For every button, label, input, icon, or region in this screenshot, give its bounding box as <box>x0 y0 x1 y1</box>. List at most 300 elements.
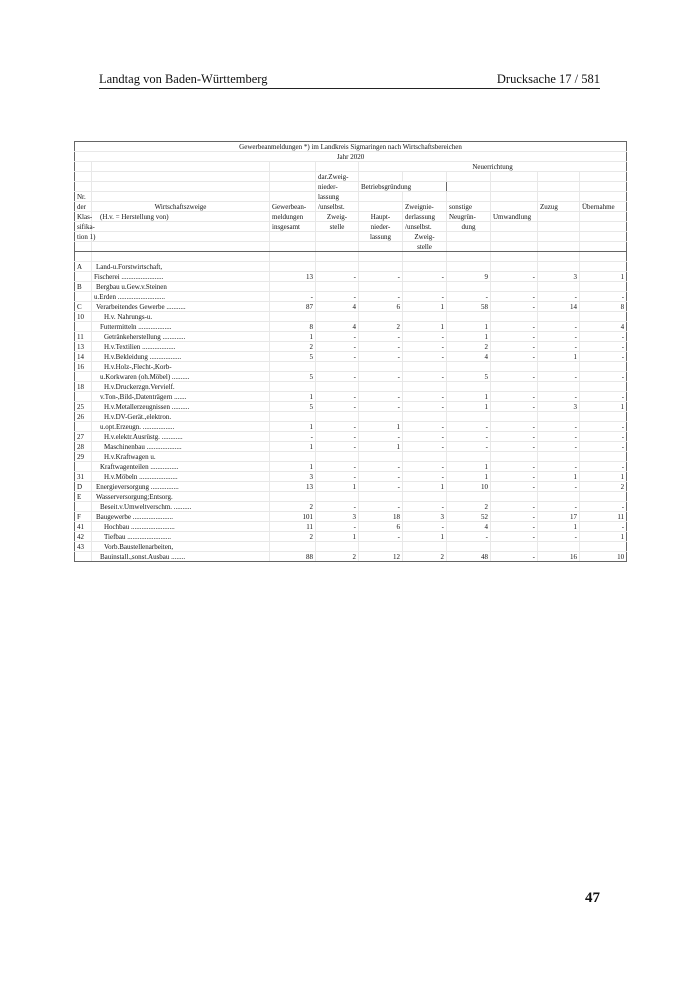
row-value: - <box>316 272 359 282</box>
row-value <box>359 412 403 422</box>
row-value <box>359 262 403 272</box>
row-class-nr <box>75 422 92 432</box>
row-class-nr: E <box>75 492 92 502</box>
row-value: - <box>538 392 580 402</box>
row-class-nr: 28 <box>75 442 92 452</box>
row-value: - <box>538 432 580 442</box>
row-value: - <box>491 512 538 522</box>
row-value <box>316 312 359 322</box>
row-value: 8 <box>580 302 627 312</box>
row-value: - <box>359 392 403 402</box>
row-value: 5 <box>270 372 316 382</box>
header-left: Landtag von Baden-Württemberg <box>99 72 268 86</box>
row-label: u.Erden ........................... <box>92 292 270 302</box>
row-label: Tiefbau ......................... <box>92 532 270 542</box>
row-value: 2 <box>270 342 316 352</box>
row-class-nr <box>75 502 92 512</box>
row-value: - <box>580 462 627 472</box>
row-value <box>270 282 316 292</box>
row-value: - <box>538 462 580 472</box>
row-value: 11 <box>270 522 316 532</box>
row-class-nr: 26 <box>75 412 92 422</box>
table-row <box>75 542 627 552</box>
row-value <box>491 382 538 392</box>
row-label: H.v.Möbeln ...................... <box>92 472 270 482</box>
row-value: - <box>491 352 538 362</box>
row-value: - <box>491 272 538 282</box>
row-value: 13 <box>270 482 316 492</box>
row-value: 9 <box>447 272 491 282</box>
row-class-nr: 42 <box>75 532 92 542</box>
row-value <box>538 542 580 552</box>
row-value: - <box>491 522 538 532</box>
row-value: - <box>403 522 447 532</box>
row-value: 3 <box>270 472 316 482</box>
table-row <box>75 552 627 562</box>
row-value <box>538 452 580 462</box>
table-row <box>75 382 627 392</box>
table-row <box>75 422 627 432</box>
row-value: 1 <box>270 422 316 432</box>
row-value: - <box>580 372 627 382</box>
table-row <box>75 342 627 352</box>
row-value <box>538 262 580 272</box>
header-neuerrichtung: Neuerrichtung <box>359 162 627 172</box>
row-label: H.v.DV-Gerät.,elektron. <box>92 412 270 422</box>
row-value: - <box>580 432 627 442</box>
row-value: 1 <box>270 462 316 472</box>
row-value: 2 <box>580 482 627 492</box>
row-value <box>447 312 491 322</box>
row-value: - <box>580 292 627 302</box>
row-value <box>538 412 580 422</box>
row-class-nr <box>75 322 92 332</box>
row-value: - <box>447 292 491 302</box>
row-value <box>359 542 403 552</box>
row-value: 1 <box>538 522 580 532</box>
row-class-nr: 18 <box>75 382 92 392</box>
row-value: - <box>316 422 359 432</box>
row-value: 1 <box>447 332 491 342</box>
table-row <box>75 362 627 372</box>
row-class-nr: D <box>75 482 92 492</box>
row-value: - <box>359 352 403 362</box>
row-value: - <box>491 332 538 342</box>
row-label: Vorb.Baustellenarbeiten, <box>92 542 270 552</box>
row-value: 1 <box>580 472 627 482</box>
table-row <box>75 392 627 402</box>
row-class-nr <box>75 462 92 472</box>
row-value <box>580 492 627 502</box>
row-value <box>316 282 359 292</box>
table-row <box>75 302 627 312</box>
row-value: 1 <box>580 272 627 282</box>
row-label: Hochbau ......................... <box>92 522 270 532</box>
table-row <box>75 502 627 512</box>
row-value: 1 <box>403 532 447 542</box>
row-value: 1 <box>538 352 580 362</box>
table-row <box>75 462 627 472</box>
row-class-nr: 41 <box>75 522 92 532</box>
row-label: H.v.Kraftwagen u. <box>92 452 270 462</box>
row-value <box>403 382 447 392</box>
row-label: H.v.Druckerzgn.Vervielf. <box>92 382 270 392</box>
row-value: - <box>580 522 627 532</box>
row-class-nr <box>75 392 92 402</box>
row-value <box>580 542 627 552</box>
row-label: Kraftwagenteilen ................ <box>92 462 270 472</box>
row-value: 1 <box>270 442 316 452</box>
row-value: 1 <box>316 482 359 492</box>
row-value: - <box>403 502 447 512</box>
row-value: 101 <box>270 512 316 522</box>
row-value: - <box>538 332 580 342</box>
row-value: - <box>491 482 538 492</box>
row-class-nr: 14 <box>75 352 92 362</box>
row-class-nr: A <box>75 262 92 272</box>
row-value: - <box>538 292 580 302</box>
row-value: - <box>491 472 538 482</box>
row-value: - <box>359 482 403 492</box>
header-betriebsgruendung: Betriebsgründung <box>359 182 447 192</box>
row-value: - <box>580 352 627 362</box>
row-value: 1 <box>359 442 403 452</box>
header-uebernahme: Übernahme <box>580 202 627 212</box>
row-value: - <box>316 442 359 452</box>
row-value: - <box>491 292 538 302</box>
row-value <box>491 312 538 322</box>
row-value <box>491 412 538 422</box>
row-value: - <box>316 332 359 342</box>
row-value <box>580 282 627 292</box>
table-row <box>75 482 627 492</box>
row-value <box>491 452 538 462</box>
row-value: - <box>316 472 359 482</box>
row-value <box>270 312 316 322</box>
row-value: 1 <box>580 532 627 542</box>
header-umwandlung: Umwandlung <box>491 212 538 222</box>
row-value: - <box>538 502 580 512</box>
row-value <box>359 282 403 292</box>
row-value <box>316 542 359 552</box>
row-value: - <box>538 482 580 492</box>
row-value <box>580 362 627 372</box>
row-value <box>270 492 316 502</box>
row-label: H.v.Bekleidung .................. <box>92 352 270 362</box>
row-value: 5 <box>447 372 491 382</box>
row-value <box>403 542 447 552</box>
row-label: Land-u.Forstwirtschaft, <box>92 262 270 272</box>
row-value: 1 <box>316 532 359 542</box>
row-value <box>359 452 403 462</box>
row-value: - <box>580 502 627 512</box>
row-value <box>403 492 447 502</box>
row-value: 4 <box>316 322 359 332</box>
row-value: - <box>316 522 359 532</box>
row-value: - <box>491 402 538 412</box>
row-value: 87 <box>270 302 316 312</box>
row-value: - <box>359 472 403 482</box>
row-value: 1 <box>447 462 491 472</box>
row-value: - <box>491 442 538 452</box>
row-value: - <box>491 502 538 512</box>
table-title: Gewerbeanmeldungen *) im Landkreis Sigmaringen nach Wirtschaftsbereichen <box>75 142 627 152</box>
row-value <box>538 282 580 292</box>
row-label: Energieversorgung ................ <box>92 482 270 492</box>
row-value: - <box>359 272 403 282</box>
row-value: - <box>491 322 538 332</box>
row-value <box>403 262 447 272</box>
header-wirtschaftszweige: Wirtschaftszweige <box>92 202 270 212</box>
row-value: - <box>316 462 359 472</box>
table-row <box>75 292 627 302</box>
row-value <box>270 542 316 552</box>
row-value: 52 <box>447 512 491 522</box>
row-value: 1 <box>403 302 447 312</box>
row-value: 1 <box>580 402 627 412</box>
row-value <box>447 412 491 422</box>
row-value: 2 <box>270 502 316 512</box>
row-value: 14 <box>538 302 580 312</box>
row-value <box>359 362 403 372</box>
row-value <box>403 362 447 372</box>
row-class-nr: F <box>75 512 92 522</box>
row-value: - <box>316 502 359 512</box>
row-value: 1 <box>270 332 316 342</box>
row-value: 88 <box>270 552 316 562</box>
row-label: H.v. Nahrungs-u. <box>92 312 270 322</box>
row-value <box>491 282 538 292</box>
row-value: - <box>316 392 359 402</box>
row-value: - <box>403 472 447 482</box>
table-row <box>75 262 627 272</box>
row-value: - <box>491 462 538 472</box>
row-value: - <box>403 352 447 362</box>
row-value: - <box>491 392 538 402</box>
row-value: 5 <box>270 402 316 412</box>
row-value: 6 <box>359 522 403 532</box>
row-label: Futtermitteln ................... <box>92 322 270 332</box>
row-class-nr <box>75 372 92 382</box>
row-value <box>491 362 538 372</box>
row-value: 2 <box>447 342 491 352</box>
table-row <box>75 272 627 282</box>
row-value: - <box>538 422 580 432</box>
row-value: - <box>403 342 447 352</box>
row-value: - <box>359 292 403 302</box>
row-label: Bergbau u.Gew.v.Steinen <box>92 282 270 292</box>
row-value: - <box>538 342 580 352</box>
row-value <box>580 382 627 392</box>
table-row <box>75 492 627 502</box>
row-class-nr: C <box>75 302 92 312</box>
row-class-nr: 27 <box>75 432 92 442</box>
row-value <box>580 412 627 422</box>
row-value <box>491 262 538 272</box>
row-value: - <box>491 532 538 542</box>
row-value: - <box>447 532 491 542</box>
table-row <box>75 432 627 442</box>
row-label: Verarbeitendes Gewerbe ........... <box>92 302 270 312</box>
row-value: 2 <box>447 502 491 512</box>
row-value: 18 <box>359 512 403 522</box>
row-value: - <box>491 422 538 432</box>
row-value: 58 <box>447 302 491 312</box>
row-value: - <box>491 372 538 382</box>
row-value: 16 <box>538 552 580 562</box>
page-number: 47 <box>585 890 600 906</box>
row-value: - <box>316 432 359 442</box>
row-class-nr <box>75 292 92 302</box>
table-row <box>75 532 627 542</box>
row-value: 1 <box>359 422 403 432</box>
table-row <box>75 282 627 292</box>
row-value: 48 <box>447 552 491 562</box>
row-value: 2 <box>316 552 359 562</box>
row-value <box>538 312 580 322</box>
row-value: - <box>491 302 538 312</box>
table-row <box>75 352 627 362</box>
row-value <box>538 382 580 392</box>
row-value: - <box>359 332 403 342</box>
row-value: 2 <box>270 532 316 542</box>
row-value: - <box>580 332 627 342</box>
row-value: 1 <box>447 322 491 332</box>
row-value: - <box>491 552 538 562</box>
row-class-nr: 16 <box>75 362 92 372</box>
row-label: H.v.Metallerzeugnissen .......... <box>92 402 270 412</box>
row-value: - <box>580 442 627 452</box>
row-value: 13 <box>270 272 316 282</box>
row-value: - <box>359 462 403 472</box>
row-value <box>491 542 538 552</box>
row-class-nr: 31 <box>75 472 92 482</box>
row-value: 1 <box>270 392 316 402</box>
row-value: - <box>403 272 447 282</box>
header-right: Drucksache 17 / 581 <box>496 72 600 86</box>
row-value <box>447 262 491 272</box>
row-value: 12 <box>359 552 403 562</box>
row-label: Fischerei ........................ <box>92 272 270 282</box>
row-value: 5 <box>270 352 316 362</box>
row-value: 4 <box>447 522 491 532</box>
row-label: u.opt.Erzeugn. .................. <box>92 422 270 432</box>
table-row <box>75 402 627 412</box>
row-label: H.v.Holz-,Flecht-,Korb- <box>92 362 270 372</box>
row-value <box>270 452 316 462</box>
row-label: H.v.Textilien ................... <box>92 342 270 352</box>
row-label: H.v.elektr.Ausrüstg. ............ <box>92 432 270 442</box>
row-value: 10 <box>447 482 491 492</box>
row-value: 3 <box>403 512 447 522</box>
row-label: Baugewerbe ....................... <box>92 512 270 522</box>
row-value <box>580 312 627 322</box>
header-zuzug: Zuzug <box>538 202 580 212</box>
row-value: 1 <box>538 472 580 482</box>
row-value: - <box>403 332 447 342</box>
table-row <box>75 372 627 382</box>
row-value: 11 <box>580 512 627 522</box>
row-value: - <box>359 502 403 512</box>
table-row <box>75 442 627 452</box>
statistics-table: Gewerbeanmeldungen *) im Landkreis Sigmaringen nach Wirtschaftsbereichen Jahr 2020 Neuerrichtung dar.Zweig- nieder- Betriebsgründung Nr. lassung der Wirtschaftszweige Gewerbean- /unselbst. Zweignie- sonstige Zuzug Übernahme Klas- (H.v. = Herstellung von) meldungen Zweig- Haupt- derlassung Neugrün- Umwandlung sifika- insgesamt stelle nieder- /unselbst. dung tion 1) lassung Zweig- stelle A Land-u.Forstwirtschaft, Fischerei ........................ 13 - - - 9 - 3 1 B Bergbau u.Gew.v.Steinen u.Erden ........................... - - - - - - - - C Verarbeitendes Gewerbe ........... 87 4 6 1 58 - 14 8 10 H.v. Nahrungs-u. Futtermitteln ................... 8 4 2 1 1 - - 4 11 Getränkeherstellung ............. 1 - - - 1 - - - 13 H.v.Textilien ................... 2 - - - 2 - - - 14 H.v.Bekleidung .................. 5 - - - 4 - 1 - 16 H.v.Holz-,Flecht-,Korb- u.Korkwaren (oh.Möbel) .......... 5 - - - 5 - - - 18 H.v.Druckerzgn.Vervielf. v.Ton-,Bild-,Datenträgern ....... 1 - - - 1 - - - 25 H.v.Metallerzeugnissen .......... 5 - - - 1 - 3 1 26 H.v.DV-Gerät.,elektron. u.opt.Erzeugn. .................. 1 - 1 - - - - - 27 H.v.elektr.Ausrüstg. ............ - - - - - - - - 28 Maschinenbau .................... 1 - 1 - - - - - 29 H.v.Kraftwagen u. Kraftwagenteilen ................ 1 - - - 1 - - - 31 H.v.Möbeln ...................... 3 - - - 1 - 1 1 D Energieversorgung ................ 13 1 - 1 10 - - 2 E Wasserversorgung;Entsorg. Beseit.v.Umweltverschm. .......... 2 - - - 2 - - - F Baugewerbe ....................... 101 3 18 3 52 - 17 11 41 Hochbau ......................... 11 - 6 - 4 - 1 - 42 Tiefbau ......................... 2 1 - 1 - - - 1 43 Vorb.Baustellenarbeiten, Bauinstall.,sonst.Ausbau ........ 88 2 12 2 48 - 16 10 <box>74 141 627 562</box>
row-value: - <box>538 372 580 382</box>
row-label: Getränkeherstellung ............. <box>92 332 270 342</box>
row-value: - <box>316 372 359 382</box>
row-value: 6 <box>359 302 403 312</box>
row-value: - <box>580 422 627 432</box>
row-value: - <box>359 432 403 442</box>
row-value: - <box>538 322 580 332</box>
row-value <box>580 452 627 462</box>
row-value: 3 <box>316 512 359 522</box>
row-class-nr: B <box>75 282 92 292</box>
row-value <box>447 542 491 552</box>
row-value: - <box>359 342 403 352</box>
page-header <box>99 72 600 89</box>
row-value: - <box>403 392 447 402</box>
table-row <box>75 472 627 482</box>
row-value <box>270 262 316 272</box>
row-value: - <box>403 402 447 412</box>
row-class-nr: 43 <box>75 542 92 552</box>
table-row <box>75 322 627 332</box>
row-value <box>403 282 447 292</box>
row-value <box>316 492 359 502</box>
row-class-nr: 13 <box>75 342 92 352</box>
row-value: - <box>447 422 491 432</box>
row-value <box>491 492 538 502</box>
row-value <box>270 412 316 422</box>
row-value <box>316 412 359 422</box>
row-value: - <box>491 342 538 352</box>
row-label: Wasserversorgung;Entsorg. <box>92 492 270 502</box>
row-value: 2 <box>403 552 447 562</box>
table-year: Jahr 2020 <box>75 152 627 162</box>
row-label: Beseit.v.Umweltverschm. .......... <box>92 502 270 512</box>
row-value: - <box>403 372 447 382</box>
row-value: 1 <box>403 322 447 332</box>
row-class-nr: 11 <box>75 332 92 342</box>
row-value <box>359 312 403 322</box>
row-class-nr <box>75 552 92 562</box>
row-value: - <box>538 442 580 452</box>
row-value: - <box>359 402 403 412</box>
row-value <box>316 452 359 462</box>
row-value <box>447 282 491 292</box>
row-value: - <box>316 292 359 302</box>
row-value: - <box>403 432 447 442</box>
row-value <box>447 452 491 462</box>
row-value: - <box>403 422 447 432</box>
row-value: 2 <box>359 322 403 332</box>
row-value: 3 <box>538 272 580 282</box>
row-label: v.Ton-,Bild-,Datenträgern ....... <box>92 392 270 402</box>
row-value <box>316 362 359 372</box>
row-value <box>359 492 403 502</box>
row-class-nr: 10 <box>75 312 92 322</box>
row-value <box>403 412 447 422</box>
row-class-nr <box>75 272 92 282</box>
row-value: - <box>538 532 580 542</box>
row-value: - <box>491 432 538 442</box>
row-label: Maschinenbau .................... <box>92 442 270 452</box>
row-value <box>270 382 316 392</box>
row-value: - <box>403 442 447 452</box>
row-value: 4 <box>580 322 627 332</box>
row-value <box>580 262 627 272</box>
row-class-nr: 25 <box>75 402 92 412</box>
